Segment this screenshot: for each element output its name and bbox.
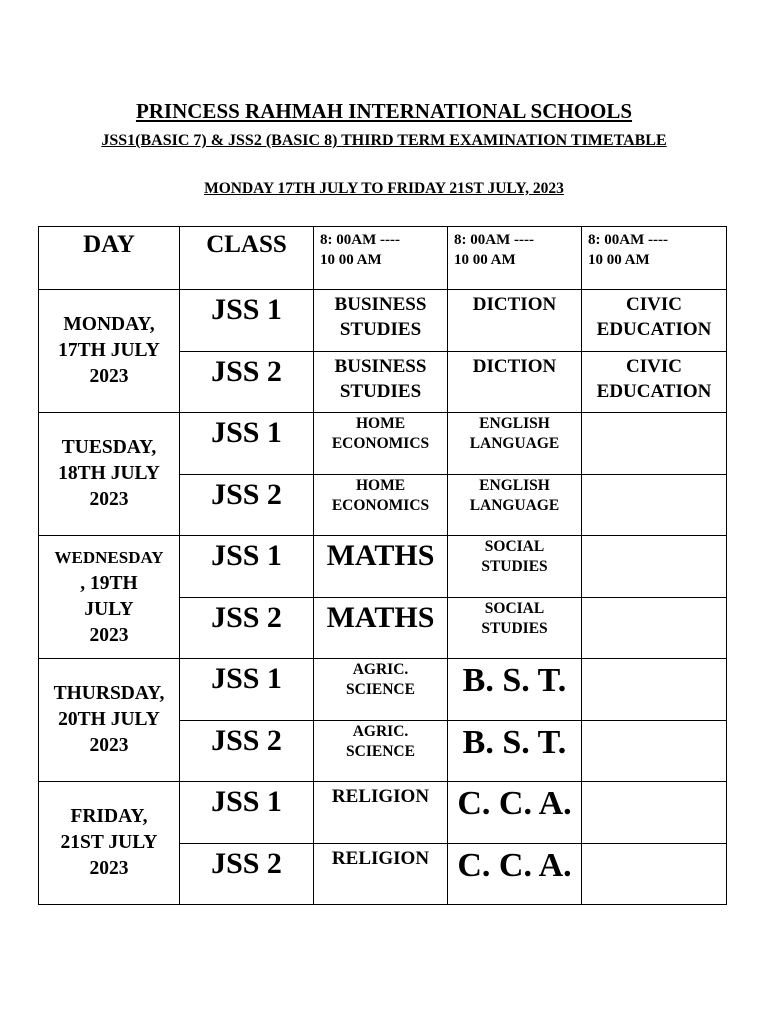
slot-1-start: 8: 00AM ---- — [320, 232, 400, 248]
day-label-line: TUESDAY, — [61, 437, 157, 458]
subject-cell-slot-1 — [314, 720, 448, 782]
slot-3-start: 8: 00AM ---- — [588, 232, 668, 248]
day-label-line: 20TH JULY — [58, 709, 160, 730]
subject-label: BUSINESS — [334, 355, 427, 377]
day-cell — [39, 413, 180, 536]
subject-cell-slot-3 — [582, 782, 727, 844]
day-label-line: WEDNESDAY — [54, 548, 164, 567]
timetable-row — [39, 536, 727, 598]
subject-label: DICTION — [472, 355, 557, 377]
class-cell: JSS 1 — [180, 659, 314, 721]
timetable-title: JSS1(BASIC 7) & JSS2 (BASIC 8) THIRD TERM EXAMINATION TIMETABLE — [101, 132, 667, 149]
subject-label: LANGUAGE — [469, 435, 560, 452]
subject-cell-slot-2 — [448, 720, 582, 782]
timetable-row — [39, 659, 727, 721]
subject-label: C. C. A. — [457, 785, 572, 822]
subject-label: ECONOMICS — [331, 496, 430, 514]
subject-label: STUDIES — [339, 380, 422, 402]
day-cell — [39, 782, 180, 905]
subject-label: RELIGION — [331, 786, 430, 807]
subject-cell-slot-2 — [448, 290, 582, 352]
subject-cell-slot-2 — [448, 413, 582, 475]
timetable-row — [39, 413, 727, 475]
subject-label: EDUCATION — [596, 319, 712, 340]
class-cell: JSS 2 — [180, 843, 314, 905]
subject-label: AGRIC. — [352, 661, 409, 678]
subject-cell-slot-1 — [314, 290, 448, 352]
class-cell: JSS 1 — [180, 782, 314, 844]
day-label-line: 2023 — [89, 625, 129, 646]
subject-label: ENGLISH — [479, 415, 550, 432]
class-cell: JSS 1 — [180, 536, 314, 598]
day-cell — [39, 659, 180, 782]
day-label-line: MONDAY, — [63, 314, 155, 335]
slot-2-start: 8: 00AM ---- — [454, 232, 534, 248]
slot-3-end: 10 00 AM — [588, 252, 650, 268]
subject-label: SOCIAL — [484, 538, 545, 555]
subject-label: B. S. T. — [462, 662, 567, 699]
subject-label: MATHS — [326, 600, 435, 634]
column-header-day: DAY — [39, 227, 180, 290]
subject-label: HOME — [355, 476, 406, 494]
subject-label: RELIGION — [331, 847, 430, 869]
subject-cell-slot-3 — [582, 413, 727, 475]
subject-label: SCIENCE — [346, 681, 415, 698]
day-cell — [39, 290, 180, 413]
header-row — [39, 227, 727, 290]
subject-label: BUSINESS — [334, 294, 427, 315]
day-label-line: JULY — [84, 599, 134, 620]
subject-cell-slot-2 — [448, 474, 582, 536]
subject-cell-slot-1 — [314, 782, 448, 844]
subject-label: STUDIES — [481, 558, 548, 575]
timetable-body — [39, 290, 727, 905]
day-label-line: 2023 — [89, 489, 129, 510]
column-header-slot-2 — [448, 227, 582, 290]
subject-cell-slot-1 — [314, 843, 448, 905]
subject-cell-slot-2 — [448, 536, 582, 598]
day-label-line: , 19TH — [80, 573, 138, 594]
subject-label: B. S. T. — [462, 723, 567, 761]
subject-cell-slot-1 — [314, 413, 448, 475]
day-cell — [39, 536, 180, 659]
subject-label: DICTION — [472, 294, 557, 315]
day-label-line: 17TH JULY — [58, 340, 160, 361]
subject-label: ECONOMICS — [331, 435, 430, 452]
class-cell: JSS 2 — [180, 474, 314, 536]
exam-dates: MONDAY 17TH JULY TO FRIDAY 21ST JULY, 2023 — [204, 180, 564, 197]
subject-cell-slot-3 — [582, 597, 727, 659]
subject-cell-slot-2 — [448, 351, 582, 413]
timetable-row — [39, 290, 727, 352]
subject-label: MATHS — [326, 539, 435, 572]
day-label-line: 2023 — [89, 858, 129, 879]
subject-cell-slot-2 — [448, 843, 582, 905]
subject-cell-slot-1 — [314, 351, 448, 413]
slot-1-end: 10 00 AM — [320, 252, 382, 268]
subject-label: LANGUAGE — [469, 496, 560, 514]
subject-cell-slot-3 — [582, 474, 727, 536]
subject-cell-slot-2 — [448, 597, 582, 659]
subject-label: ENGLISH — [479, 476, 550, 494]
column-header-slot-1 — [314, 227, 448, 290]
subject-cell-slot-2 — [448, 782, 582, 844]
class-cell: JSS 2 — [180, 720, 314, 782]
subject-label: AGRIC. — [352, 722, 409, 740]
day-label-line: THURSDAY, — [53, 683, 165, 704]
subject-cell-slot-3 — [582, 536, 727, 598]
day-label-line: FRIDAY, — [70, 806, 148, 827]
day-label-line: 2023 — [89, 735, 129, 756]
exam-timetable — [38, 226, 727, 905]
subject-cell-slot-1 — [314, 536, 448, 598]
subject-cell-slot-3 — [582, 290, 727, 352]
class-cell: JSS 1 — [180, 290, 314, 352]
day-label-line: 21ST JULY — [60, 832, 158, 853]
subject-label: CIVIC — [626, 294, 682, 315]
subject-label: HOME — [355, 415, 406, 432]
subject-cell-slot-1 — [314, 659, 448, 721]
column-header-slot-3 — [582, 227, 727, 290]
subject-label: STUDIES — [481, 619, 548, 637]
column-header-class: CLASS — [180, 227, 314, 290]
subject-cell-slot-3 — [582, 720, 727, 782]
subject-label: SOCIAL — [484, 599, 545, 617]
subject-label: SCIENCE — [346, 742, 415, 760]
class-cell: JSS 2 — [180, 351, 314, 413]
subject-label: CIVIC — [626, 355, 682, 377]
timetable-row — [39, 782, 727, 844]
subject-label: C. C. A. — [457, 846, 572, 884]
class-cell: JSS 2 — [180, 597, 314, 659]
subject-cell-slot-3 — [582, 843, 727, 905]
subject-cell-slot-3 — [582, 659, 727, 721]
subject-label: EDUCATION — [596, 380, 712, 402]
subject-cell-slot-1 — [314, 474, 448, 536]
subject-cell-slot-1 — [314, 597, 448, 659]
slot-2-end: 10 00 AM — [454, 252, 516, 268]
day-label-line: 2023 — [89, 366, 129, 387]
class-cell: JSS 1 — [180, 413, 314, 475]
school-name: PRINCESS RAHMAH INTERNATIONAL SCHOOLS — [135, 99, 633, 123]
subject-cell-slot-3 — [582, 351, 727, 413]
subject-label: STUDIES — [339, 319, 422, 340]
subject-cell-slot-2 — [448, 659, 582, 721]
day-label-line: 18TH JULY — [58, 463, 160, 484]
